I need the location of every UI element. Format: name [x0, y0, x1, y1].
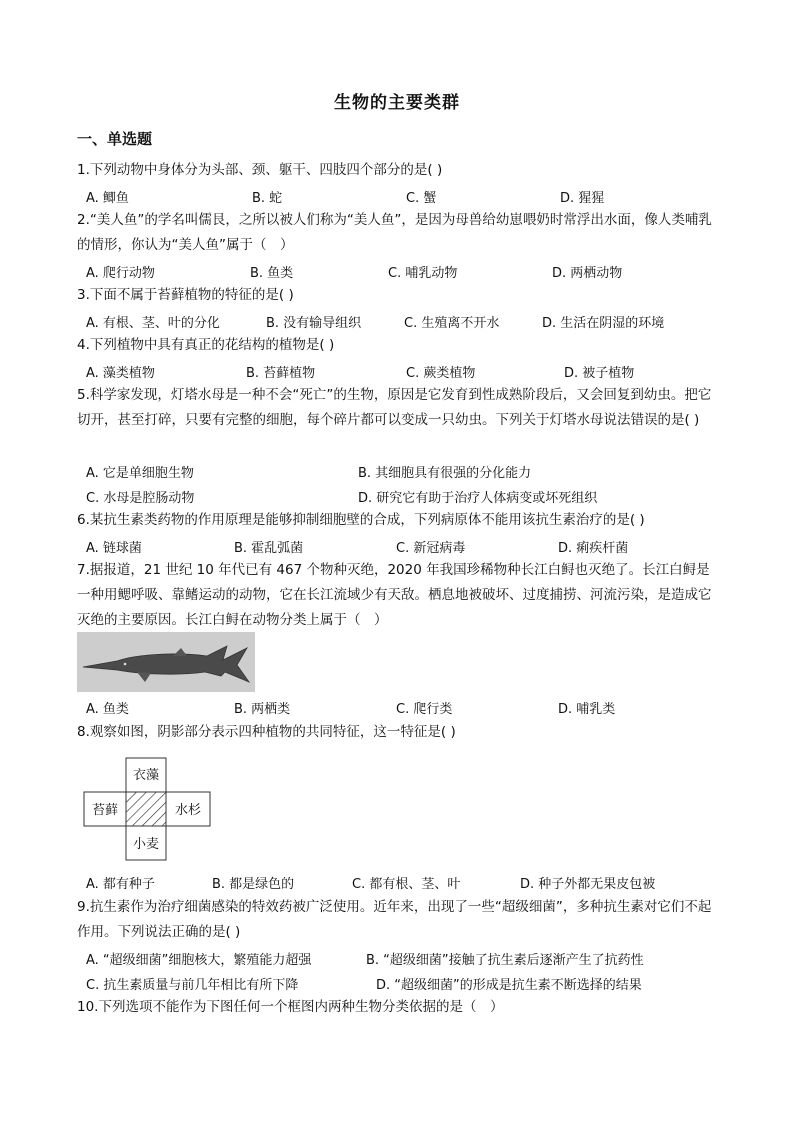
sturgeon-photo: [77, 632, 255, 692]
option-b[interactable]: B. 鱼类: [250, 266, 294, 281]
options-1: [86, 187, 726, 209]
question-3: 3.下面不属于苔藓植物的特征的是( ): [77, 287, 294, 303]
option-a[interactable]: A. 藻类植物: [86, 366, 155, 381]
option-b[interactable]: B. 没有输导组织: [266, 316, 362, 331]
shaded-center: [126, 792, 166, 826]
option-a[interactable]: A. “超级细菌”细胞核大，繁殖能力超强: [86, 953, 312, 968]
label-right: 水杉: [174, 803, 202, 818]
option-d[interactable]: D. 两栖动物: [552, 266, 623, 281]
option-c[interactable]: C. 爬行类: [396, 702, 453, 717]
plant-diagram: [82, 757, 212, 862]
option-b[interactable]: B. 都是绿色的: [212, 877, 295, 892]
option-c[interactable]: C. 都有根、茎、叶: [352, 877, 461, 892]
option-d[interactable]: D. 研究它有助于治疗人体病变或坏死组织: [358, 491, 598, 506]
options-9b: [86, 974, 726, 996]
options-6: [86, 537, 726, 559]
option-d[interactable]: D. 痢疾杆菌: [558, 541, 629, 556]
options-9a: [86, 949, 726, 971]
label-bottom: 小麦: [132, 837, 160, 852]
option-d[interactable]: D. “超级细菌”的形成是抗生素不断选择的结果: [376, 978, 642, 993]
option-c[interactable]: C. 生殖离不开水: [404, 316, 500, 331]
question-2: 2.“美人鱼”的学名叫儒艮，之所以被人们称为“美人鱼”，是因为母兽给幼崽喂奶时常浮出水面，像人类哺乳的情形，你认为“美人鱼”属于（ ）: [77, 212, 712, 253]
option-b[interactable]: B. “超级细菌”接触了抗生素后逐渐产生了抗药性: [366, 953, 644, 968]
question-1: 1.下列动物中身体分为头部、颈、躯干、四肢四个部分的是( ): [77, 162, 443, 178]
option-c[interactable]: C. 水母是腔肠动物: [86, 491, 195, 506]
question-4: 4.下列植物中具有真正的花结构的植物是( ): [77, 337, 335, 353]
label-left: 苔藓: [91, 803, 119, 818]
section-heading: 一、单选题: [77, 130, 153, 148]
option-d[interactable]: D. 猩猩: [560, 191, 605, 206]
option-d[interactable]: D. 哺乳类: [558, 702, 616, 717]
options-7: [86, 698, 726, 720]
question-9: 9.抗生素作为治疗细菌感染的特效药被广泛使用。近年来，出现了一些“超级细菌”，多种抗生素对它们不起作用。下列说法正确的是( ): [77, 899, 712, 940]
option-a[interactable]: A. 它是单细胞生物: [86, 466, 194, 481]
option-a[interactable]: A. 有根、茎、叶的分化: [86, 316, 220, 331]
option-a[interactable]: A. 都有种子: [86, 877, 155, 892]
options-5b: [86, 487, 726, 509]
option-c[interactable]: C. 蕨类植物: [406, 366, 476, 381]
options-8: [86, 873, 726, 895]
option-c[interactable]: C. 哺乳动物: [388, 266, 458, 281]
option-c[interactable]: C. 抗生素质量与前几年相比有所下降: [86, 978, 299, 993]
question-8: 8.观察如图，阴影部分表示四种植物的共同特征，这一特征是( ): [77, 724, 456, 740]
option-b[interactable]: B. 两栖类: [234, 702, 291, 717]
option-a[interactable]: A. 爬行动物: [86, 266, 155, 281]
option-b[interactable]: B. 霍乱弧菌: [234, 541, 304, 556]
option-a[interactable]: A. 鲫鱼: [86, 191, 129, 206]
page-title: 生物的主要类群: [334, 93, 460, 113]
options-2: [86, 262, 726, 284]
options-3: [86, 312, 726, 334]
option-a[interactable]: A. 链球菌: [86, 541, 142, 556]
question-10: 10.下列选项不能作为下图任何一个框图内两种生物分类依据的是（ ）: [77, 999, 504, 1015]
question-5: 5.科学家发现，灯塔水母是一种不会“死亡”的生物，原因是它发育到性成熟阶段后，又会回复到幼虫。把它切开，甚至打碎，只要有完整的细胞，每个碎片都可以变成一只幼虫。下列关于灯塔水母说法错误的是( ): [77, 387, 712, 428]
option-d[interactable]: D. 生活在阴湿的环境: [542, 316, 665, 331]
option-c[interactable]: C. 蟹: [406, 191, 437, 206]
label-top: 衣藻: [132, 768, 160, 783]
option-b[interactable]: B. 其细胞具有很强的分化能力: [358, 466, 532, 481]
question-7: 7.据报道，21 世纪 10 年代已有 467 个物种灭绝，2020 年我国珍稀物种长江白鲟也灭绝了。长江白鲟是一种用鳃呼吸、靠鳍运动的动物，它在长江流域少有天敌。栖息地被破坏、过度捕捞、河流污染，是造成它灭绝的主要原因。长江白鲟在动物分类上属于（ ）: [77, 562, 712, 628]
option-b[interactable]: B. 苔藓植物: [246, 366, 316, 381]
option-a[interactable]: A. 鱼类: [86, 702, 129, 717]
options-5a: [86, 462, 726, 484]
option-c[interactable]: C. 新冠病毒: [396, 541, 466, 556]
option-b[interactable]: B. 蛇: [252, 191, 283, 206]
fish-image: [77, 632, 255, 692]
question-6: 6.某抗生素类药物的作用原理是能够抑制细胞壁的合成，下列病原体不能用该抗生素治疗的是( ): [77, 512, 645, 528]
option-d[interactable]: D. 被子植物: [564, 366, 635, 381]
options-4: [86, 362, 726, 384]
option-d[interactable]: D. 种子外都无果皮包被: [520, 877, 656, 892]
